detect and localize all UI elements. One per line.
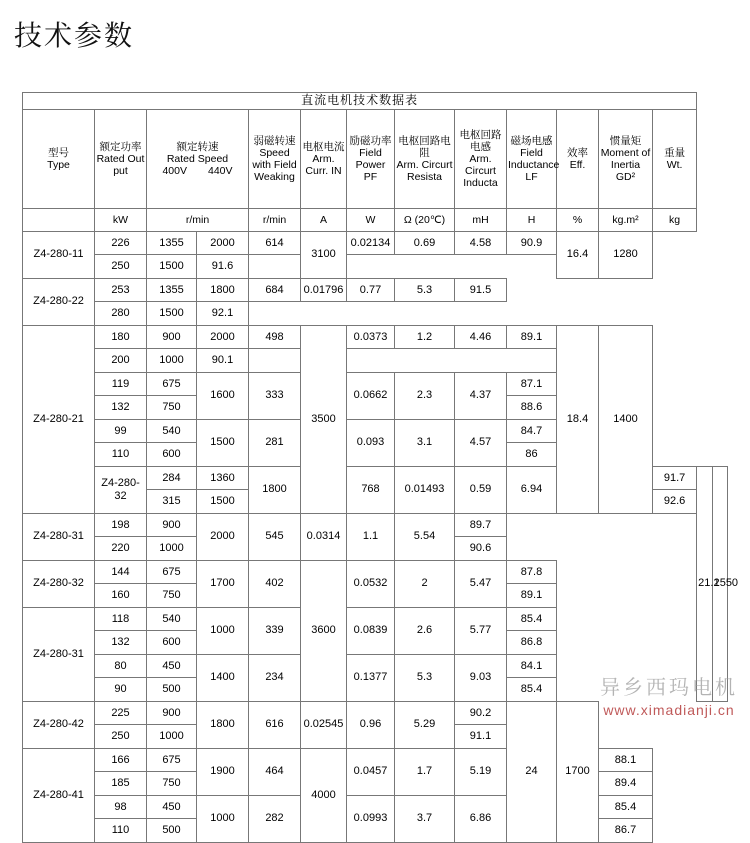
cell-power: 180: [95, 325, 147, 349]
cell-field-inductance: 5.77: [455, 607, 507, 654]
header-weak-speed: 弱磁转速 Speed with Field Weaking: [249, 109, 301, 208]
cell-power: 315: [147, 490, 197, 514]
cell-speed-400v: 540: [147, 419, 197, 443]
header-efficiency: 效率 Eff.: [557, 109, 599, 208]
cell-efficiency: 84.7: [507, 419, 557, 443]
cell-type: Z4-280-31: [23, 607, 95, 701]
cell-efficiency: 84.1: [507, 654, 557, 678]
table-row: [23, 701, 728, 725]
cell-efficiency: 89.7: [455, 513, 507, 537]
motor-spec-table: [22, 92, 739, 843]
cell-efficiency: 91.7: [653, 466, 697, 490]
cell-efficiency: 85.4: [507, 607, 557, 631]
cell-inertia: 18.4: [557, 325, 599, 513]
cell-speed-440v: 500: [147, 678, 197, 702]
cell-weak-speed: 1800: [197, 278, 249, 302]
cell-weak-speed: 1600: [197, 372, 249, 419]
header-field-inductance: 磁场电感 Field Inductance LF: [507, 109, 557, 208]
cell-arm-current: 614: [249, 231, 301, 255]
cell-arm-current: 333: [249, 372, 301, 419]
cell-weak-speed: 1800: [249, 466, 301, 513]
cell-efficiency: 86.8: [507, 631, 557, 655]
cell-weak-speed: 1500: [197, 419, 249, 466]
cell-arm-resistance: 0.0662: [347, 372, 395, 419]
cell-speed-400v: 1355: [147, 278, 197, 302]
cell-field-inductance: 4.57: [455, 419, 507, 466]
cell-speed-400v: 900: [147, 325, 197, 349]
table-body: [23, 231, 739, 842]
unit-current: A: [301, 208, 347, 231]
cell-efficiency: 90.6: [455, 537, 507, 561]
cell-arm-inductance: 2.6: [395, 607, 455, 654]
cell-efficiency: 86: [507, 443, 557, 467]
cell-speed-400v: 675: [147, 748, 197, 772]
unit-efficiency: %: [557, 208, 599, 231]
unit-field-inductance: H: [507, 208, 557, 231]
cell-speed-440v: 600: [147, 631, 197, 655]
cell-efficiency: 87.1: [507, 372, 557, 396]
cell-field-inductance: 5.29: [395, 701, 455, 748]
cell-speed-440v: 1500: [147, 255, 197, 279]
cell-arm-current: 234: [249, 654, 301, 701]
table-row: [23, 302, 728, 326]
cell-power: 166: [95, 748, 147, 772]
cell-type: Z4-280-32: [95, 466, 147, 513]
header-arm-inductance: 电枢回路电感 Arm. Circurt Inducta: [455, 109, 507, 208]
header-arm-current: 电枢电流 Arm. Curr. IN: [301, 109, 347, 208]
header-field-power: 励磁功率 Field Power PF: [347, 109, 395, 208]
cell-arm-inductance: 1.1: [347, 513, 395, 560]
cell-power: 250: [95, 725, 147, 749]
cell-type: Z4-280-42: [23, 701, 95, 748]
cell-efficiency: 91.5: [455, 278, 507, 302]
cell-arm-resistance: 0.093: [347, 419, 395, 466]
cell-efficiency: 87.8: [507, 560, 557, 584]
cell-speed-400v: 1360: [197, 466, 249, 490]
cell-power: 220: [95, 537, 147, 561]
cell-arm-inductance: 5.3: [395, 654, 455, 701]
table-units-row: [23, 208, 728, 231]
cell-arm-current: 282: [249, 795, 301, 842]
cell-type: Z4-280-31: [23, 513, 95, 560]
cell-power: 99: [95, 419, 147, 443]
table-caption-row: [23, 93, 728, 110]
cell-efficiency: 86.7: [599, 819, 653, 843]
cell-field-power: 3100: [301, 231, 347, 278]
cell-power: 185: [95, 772, 147, 796]
cell-arm-current: 281: [249, 419, 301, 466]
cell-arm-resistance: 0.0532: [347, 560, 395, 607]
cell-speed-400v: 1355: [147, 231, 197, 255]
cell-power: 118: [95, 607, 147, 631]
cell-weight: 1550: [712, 466, 727, 701]
cell-arm-inductance: 2: [395, 560, 455, 607]
cell-power: 110: [95, 819, 147, 843]
table-header-row: [23, 109, 728, 208]
cell-arm-resistance: 0.0457: [347, 748, 395, 795]
cell-arm-resistance: 0.0373: [347, 325, 395, 349]
cell-efficiency: 91.6: [197, 255, 249, 279]
header-rated-power: 额定功率 Rated Out put: [95, 109, 147, 208]
cell-power: 80: [95, 654, 147, 678]
cell-speed-440v: 600: [147, 443, 197, 467]
cell-speed-440v: 750: [147, 584, 197, 608]
cell-power: 226: [95, 231, 147, 255]
cell-efficiency: 85.4: [599, 795, 653, 819]
cell-arm-inductance: 0.96: [347, 701, 395, 748]
cell-power: 253: [95, 278, 147, 302]
unit-inertia: kg.m²: [599, 208, 653, 231]
cell-arm-current: 545: [249, 513, 301, 560]
cell-speed-400v: 900: [147, 513, 197, 537]
cell-speed-400v: 540: [147, 607, 197, 631]
unit-speed: r/min: [147, 208, 249, 231]
table-row: [23, 513, 728, 537]
cell-power: 198: [95, 513, 147, 537]
cell-power: 200: [95, 349, 147, 373]
unit-weight: kg: [653, 208, 697, 231]
table-row: [23, 607, 728, 631]
cell-field-inductance: 6.86: [455, 795, 507, 842]
cell-speed-400v: 675: [147, 372, 197, 396]
cell-power: 132: [95, 396, 147, 420]
cell-weak-speed: 2000: [197, 325, 249, 349]
cell-type: Z4-280-22: [23, 278, 95, 325]
header-inertia: 惯量矩 Moment of Inertia GD²: [599, 109, 653, 208]
unit-weak-speed: r/min: [249, 208, 301, 231]
cell-power: 119: [95, 372, 147, 396]
cell-arm-resistance: 0.1377: [347, 654, 395, 701]
page-title: 技术参数: [14, 20, 135, 51]
cell-speed-440v: 1000: [147, 349, 197, 373]
cell-weak-speed: 1800: [197, 701, 249, 748]
cell-speed-400v: 900: [147, 701, 197, 725]
cell-arm-current: 616: [249, 701, 301, 748]
cell-arm-inductance: 1.7: [395, 748, 455, 795]
unit-resistance: Ω (20℃): [395, 208, 455, 231]
cell-arm-inductance: 0.59: [455, 466, 507, 513]
cell-inertia: 16.4: [557, 231, 599, 278]
cell-arm-current: 768: [347, 466, 395, 513]
cell-arm-current: 498: [249, 325, 301, 349]
cell-weight: 1280: [599, 231, 653, 278]
cell-weak-speed: 1000: [197, 795, 249, 842]
cell-field-power: 4000: [301, 748, 347, 842]
cell-field-inductance: 5.19: [455, 748, 507, 795]
cell-arm-resistance: 0.01493: [395, 466, 455, 513]
cell-field-inductance: 5.3: [395, 278, 455, 302]
cell-power: 110: [95, 443, 147, 467]
cell-efficiency: 90.2: [455, 701, 507, 725]
cell-arm-current: 339: [249, 607, 301, 654]
unit-type: [23, 208, 95, 231]
header-type: 型号 Type: [23, 109, 95, 208]
cell-field-power: 3600: [301, 560, 347, 701]
cell-power: 280: [95, 302, 147, 326]
cell-power: 225: [95, 701, 147, 725]
cell-field-inductance: 4.58: [455, 231, 507, 255]
cell-efficiency: 90.1: [197, 349, 249, 373]
cell-field-inductance: 9.03: [455, 654, 507, 701]
cell-field-inductance: 5.47: [455, 560, 507, 607]
cell-weight: 1400: [599, 325, 653, 513]
watermark-url: www.ximadianji.cn: [603, 702, 735, 718]
cell-arm-inductance: 3.1: [395, 419, 455, 466]
cell-efficiency: 90.9: [507, 231, 557, 255]
cell-efficiency: 89.1: [507, 584, 557, 608]
cell-arm-resistance: 0.02134: [347, 231, 395, 255]
header-rated-speed: 额定转速 Rated Speed 400V 440V: [147, 109, 249, 208]
cell-speed-400v: 450: [147, 795, 197, 819]
cell-power: 160: [95, 584, 147, 608]
cell-weight: 1700: [557, 701, 599, 842]
cell-efficiency: 92.1: [197, 302, 249, 326]
cell-weak-speed: 2000: [197, 231, 249, 255]
cell-arm-resistance: 0.0839: [347, 607, 395, 654]
cell-arm-current: 684: [249, 278, 301, 302]
header-arm-resistance: 电枢回路电阻 Arm. Circurt Resista: [395, 109, 455, 208]
cell-weak-speed: 1000: [197, 607, 249, 654]
table-row: [23, 748, 728, 772]
cell-efficiency: 92.6: [653, 490, 697, 514]
cell-weak-speed: 2000: [197, 513, 249, 560]
cell-arm-resistance: 0.02545: [301, 701, 347, 748]
cell-efficiency: 89.4: [599, 772, 653, 796]
unit-field-power: W: [347, 208, 395, 231]
cell-arm-resistance: 0.0993: [347, 795, 395, 842]
cell-arm-inductance: 0.77: [347, 278, 395, 302]
table-row: [23, 325, 728, 349]
cell-speed-440v: 1500: [197, 490, 249, 514]
cell-speed-440v: 750: [147, 772, 197, 796]
cell-type: Z4-280-11: [23, 231, 95, 278]
cell-weak-speed: 1700: [197, 560, 249, 607]
table-row: [23, 795, 728, 819]
cell-speed-440v: 1500: [147, 302, 197, 326]
cell-field-inductance: 5.54: [395, 513, 455, 560]
cell-speed-440v: 1000: [147, 725, 197, 749]
cell-type: Z4-280-41: [23, 748, 95, 842]
cell-arm-inductance: 0.69: [395, 231, 455, 255]
cell-field-inductance: 4.37: [455, 372, 507, 419]
cell-field-inductance: 6.94: [507, 466, 557, 513]
cell-weak-speed: 1400: [197, 654, 249, 701]
cell-field-inductance: 4.46: [455, 325, 507, 349]
cell-arm-resistance: 0.0314: [301, 513, 347, 560]
cell-arm-current: 402: [249, 560, 301, 607]
cell-efficiency: 85.4: [507, 678, 557, 702]
cell-inertia: 21.2: [697, 466, 712, 701]
cell-efficiency: 88.6: [507, 396, 557, 420]
cell-speed-440v: 750: [147, 396, 197, 420]
table-row: [23, 231, 728, 255]
cell-power: 132: [95, 631, 147, 655]
cell-power: 90: [95, 678, 147, 702]
cell-power: 98: [95, 795, 147, 819]
cell-power: 284: [147, 466, 197, 490]
header-weight: 重量 Wt.: [653, 109, 697, 208]
cell-speed-440v: 1000: [147, 537, 197, 561]
watermark-brand: 异乡西玛电机: [600, 677, 738, 699]
table-row: [23, 278, 728, 302]
cell-arm-inductance: 1.2: [395, 325, 455, 349]
cell-speed-400v: 675: [147, 560, 197, 584]
cell-power: 250: [95, 255, 147, 279]
table-row: [23, 560, 728, 584]
cell-arm-inductance: 2.3: [395, 372, 455, 419]
cell-weak-speed: 1900: [197, 748, 249, 795]
cell-inertia: 24: [507, 701, 557, 842]
unit-power: kW: [95, 208, 147, 231]
cell-power: 144: [95, 560, 147, 584]
unit-inductance: mH: [455, 208, 507, 231]
cell-type: Z4-280-21: [23, 325, 95, 513]
cell-speed-400v: 450: [147, 654, 197, 678]
table-row: [23, 654, 728, 678]
table-caption: 直流电机技术数据表: [23, 93, 697, 110]
cell-field-power: 3500: [301, 325, 347, 513]
cell-efficiency: 91.1: [455, 725, 507, 749]
cell-type: Z4-280-32: [23, 560, 95, 607]
cell-efficiency: 89.1: [507, 325, 557, 349]
cell-efficiency: 88.1: [599, 748, 653, 772]
cell-arm-inductance: 3.7: [395, 795, 455, 842]
spec-table-container: [22, 92, 739, 843]
cell-speed-440v: 500: [147, 819, 197, 843]
cell-arm-current: 464: [249, 748, 301, 795]
cell-arm-resistance: 0.01796: [301, 278, 347, 302]
